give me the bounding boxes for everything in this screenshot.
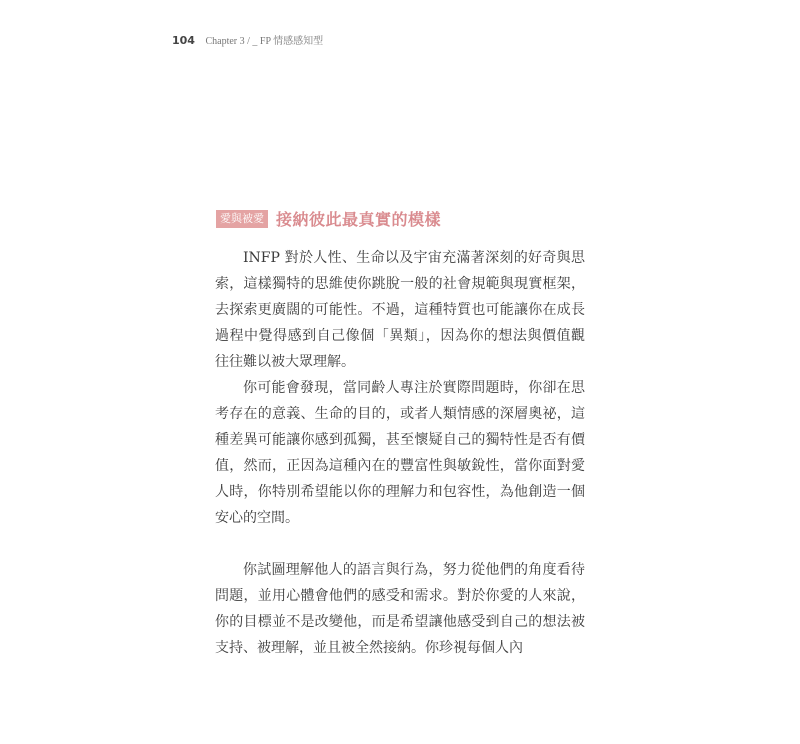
section-heading (216, 207, 441, 230)
chapter-title: Chapter 3 / _ FP 情感感知型 (205, 36, 324, 47)
paragraph: INFP 對於人性、生命以及宇宙充滿著深刻的好奇與思索，這樣獨特的思維使你跳脫一般的社會規範與現實框架，去探索更廣闊的可能性。不過，這種特質也可能讓你在成長過程中覺得感到自己像個「異類」，因為你的想法與價值觀往往難以被大眾理解。 (215, 250, 585, 370)
paragraph: 你試圖理解他人的語言與行為，努力從他們的角度看待問題，並用心體會他們的感受和需求。對於你愛的人來說，你的目標並不是改變他，而是希望讓他感受到自己的想法被支持、被理解，並且被全然接納。你珍視每個人內 (215, 562, 585, 656)
paragraph: 你可能會發現，當同齡人專注於實際問題時，你卻在思考存在的意義、生命的目的，或者人類情感的深層奧祕，這種差異可能讓你感到孤獨，甚至懷疑自己的獨特性是否有價值，然而，正因為這種內在的豐富性與敏銳性，當你面對愛人時，你特別希望能以你的理解力和包容性，為他創造一個安心的空間。 (215, 380, 585, 526)
running-header (172, 32, 323, 47)
page-number: 104 (172, 34, 195, 47)
section-tag: 愛與被愛 (216, 210, 268, 228)
section-title: 接納彼此最真實的模樣 (276, 210, 442, 229)
body-text (215, 245, 585, 661)
